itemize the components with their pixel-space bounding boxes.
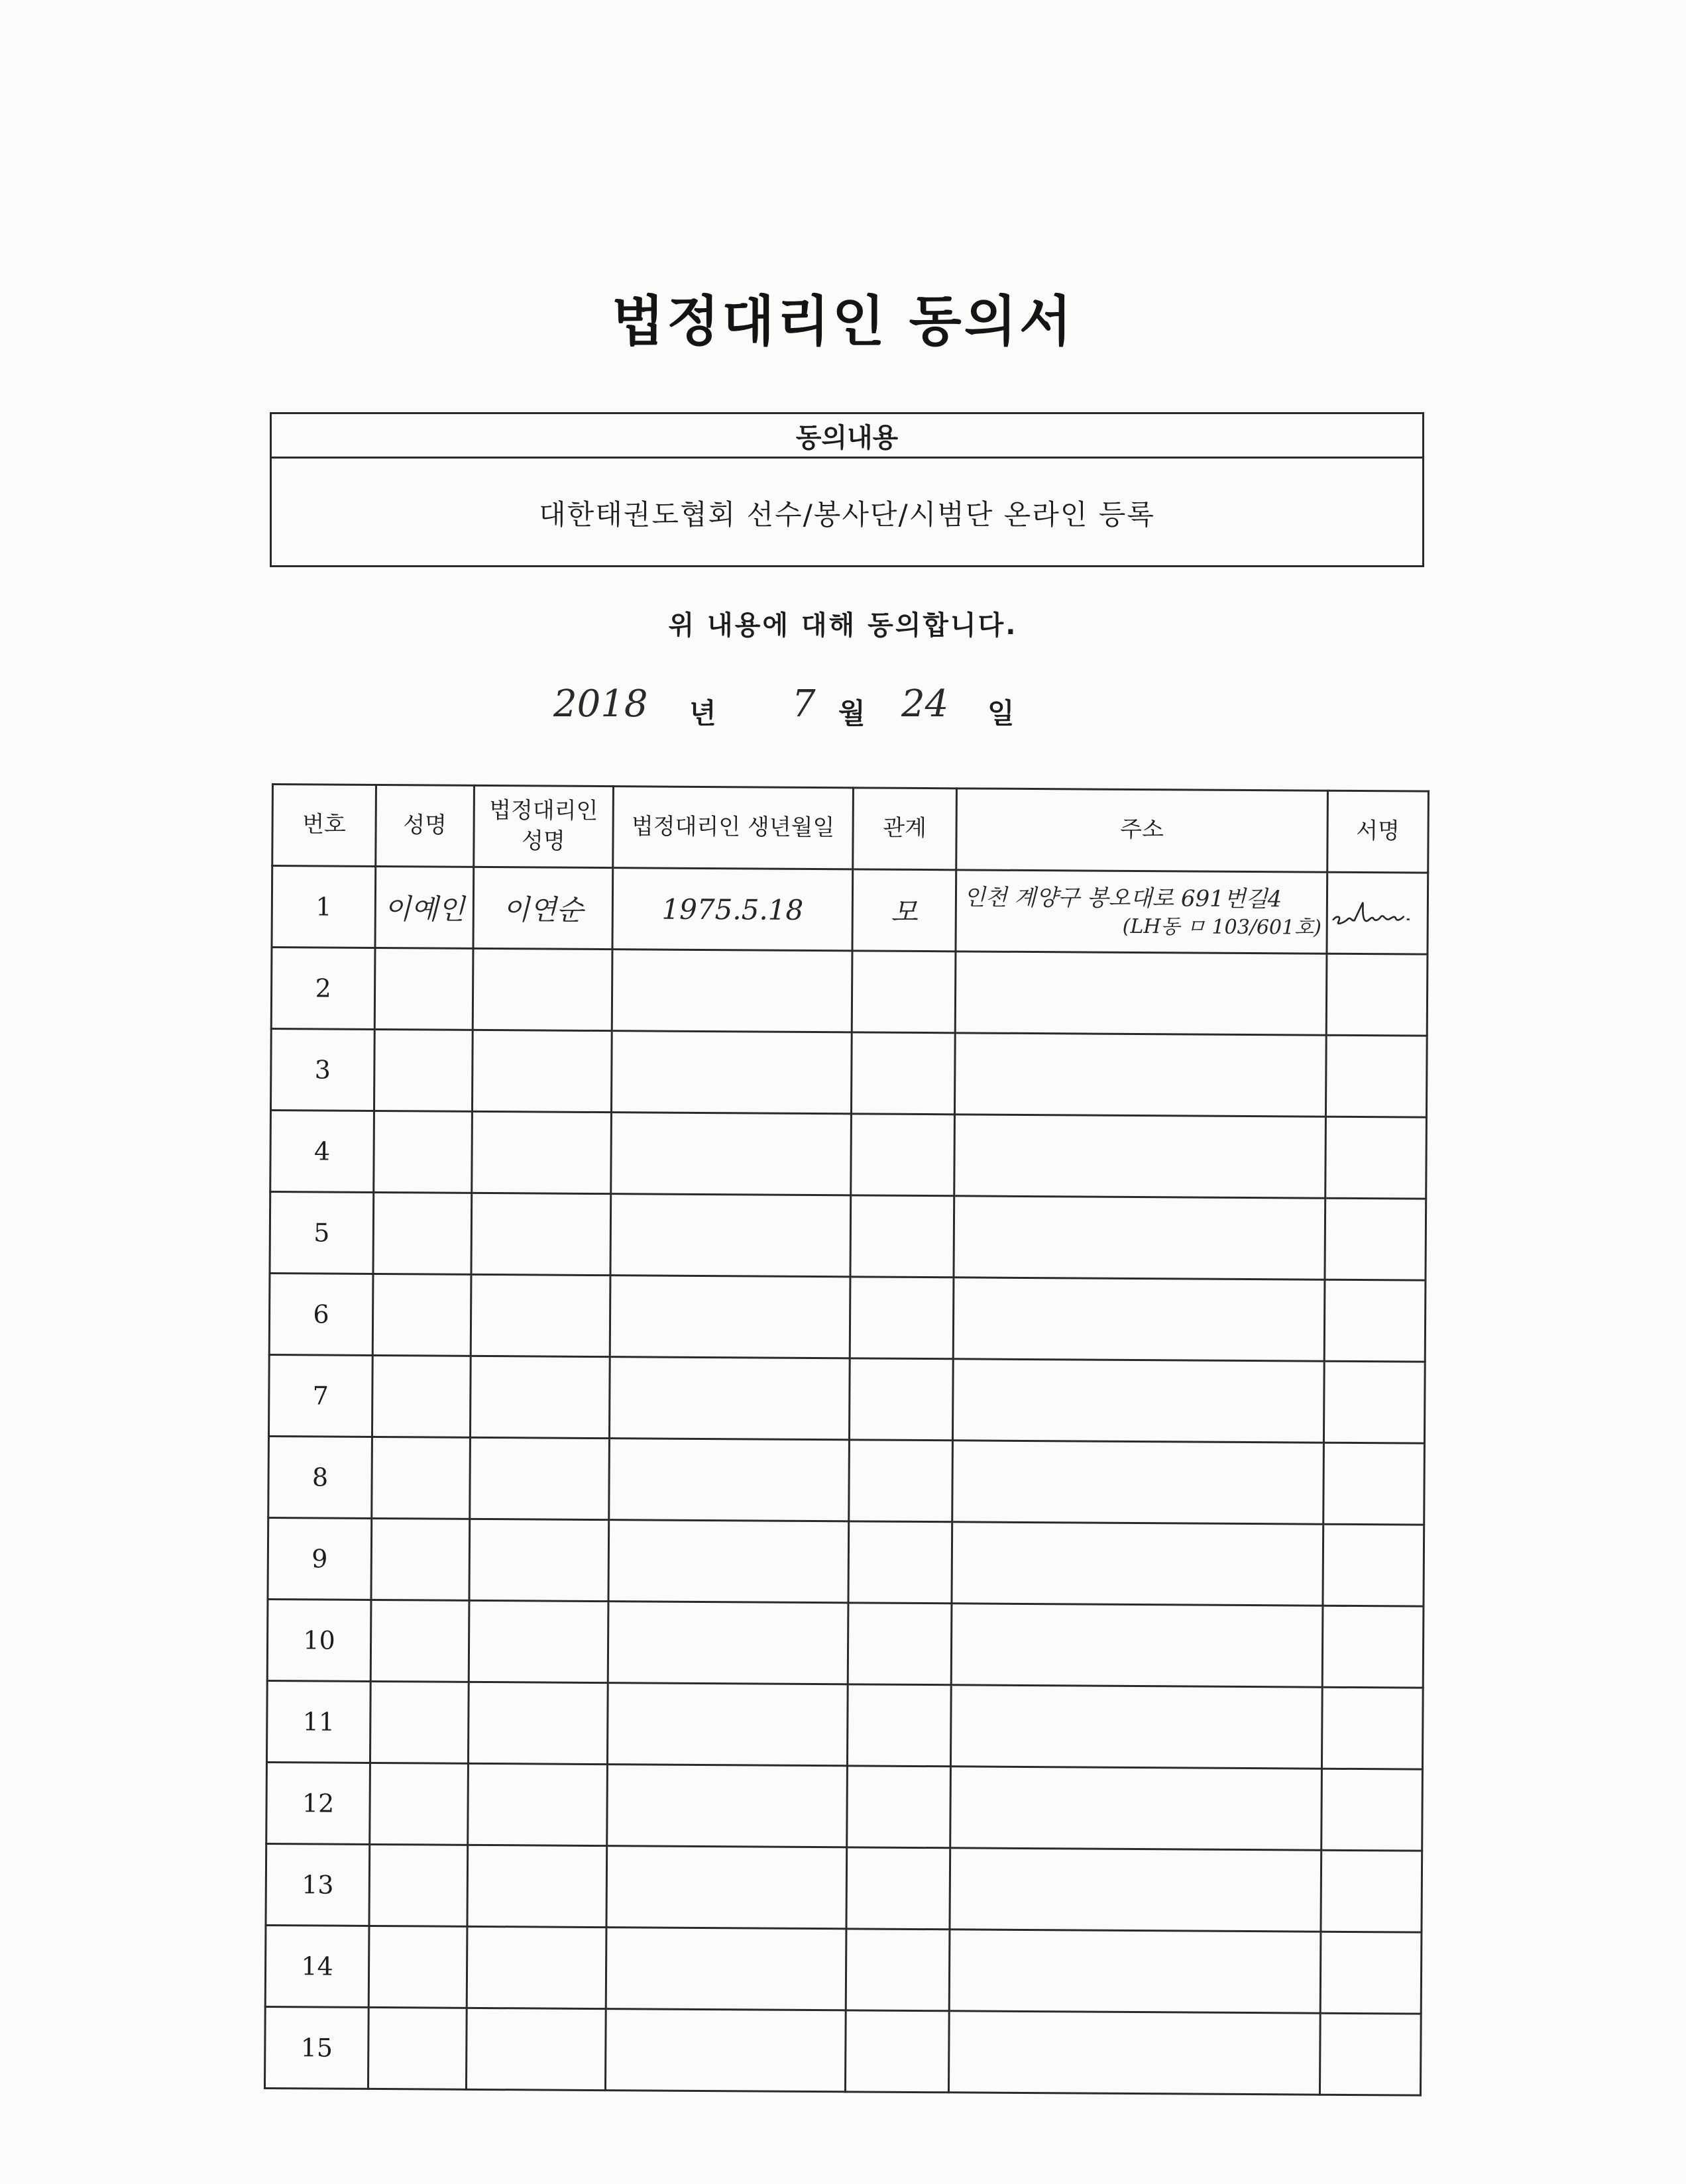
- row-address: [952, 1522, 1323, 1606]
- row-guardian-birth: [611, 1031, 852, 1114]
- row-relation: [851, 1114, 955, 1196]
- row-name: [372, 1274, 471, 1356]
- row-guardian-name: [471, 1193, 611, 1275]
- row-guardian-name: [469, 1519, 609, 1601]
- row-address: [954, 1033, 1326, 1117]
- row-name: [371, 1518, 470, 1600]
- header-guardian-name: 법정대리인 성명: [474, 785, 614, 867]
- date-year: 2018: [553, 682, 648, 726]
- row-guardian-name: [467, 1926, 606, 2008]
- row-address: [950, 1685, 1322, 1769]
- table-row: [270, 1111, 1427, 1199]
- handwritten-signature: [1328, 890, 1428, 937]
- row-address: [954, 1115, 1326, 1198]
- row-guardian-birth: [610, 1276, 850, 1358]
- row-relation: [846, 1847, 950, 1930]
- table-row: [265, 1925, 1422, 2014]
- row-number: 11: [266, 1680, 370, 1763]
- row-address: [952, 1441, 1324, 1524]
- table-row: [268, 1436, 1425, 1525]
- row-name: [368, 2007, 467, 2089]
- header-guardian-birth: 법정대리인 생년월일: [613, 787, 854, 869]
- row-relation: [849, 1440, 953, 1522]
- row-guardian-name: [466, 2008, 606, 2090]
- row-guardian-name: [473, 948, 612, 1030]
- row-number: 15: [264, 2006, 368, 2089]
- row-relation: [847, 1766, 951, 1848]
- consent-header: 동의내용: [272, 414, 1422, 459]
- row-relation: [851, 1032, 955, 1115]
- row-name: [369, 1844, 468, 1926]
- table-row: [268, 1517, 1424, 1606]
- row-signature: [1322, 1606, 1424, 1688]
- row-signature: [1325, 1198, 1426, 1280]
- row-signature: [1321, 1850, 1422, 1932]
- row-signature: [1321, 1687, 1423, 1769]
- row-guardian-birth: [609, 1439, 850, 1521]
- header-no: 번호: [272, 785, 376, 867]
- row-guardian-birth: [611, 1113, 852, 1195]
- row-name: [374, 1029, 473, 1111]
- date-month-unit: 월: [838, 697, 866, 730]
- row-number: 13: [266, 1843, 370, 1926]
- consent-content: 대한태권도협회 선수/봉사단/시범단 온라인 등록: [539, 498, 1155, 531]
- row-relation: 모: [852, 869, 956, 952]
- row-signature: [1325, 1117, 1427, 1199]
- row-relation: [850, 1277, 954, 1359]
- date-month: 7: [792, 682, 816, 726]
- row-name: [373, 1192, 472, 1274]
- row-guardian-birth: [609, 1357, 850, 1440]
- row-relation: [852, 951, 956, 1033]
- consent-content-box: [270, 412, 1424, 567]
- row-guardian-name: [469, 1600, 608, 1682]
- row-signature: [1323, 1524, 1424, 1606]
- row-number: 2: [271, 948, 375, 1030]
- row-guardian-birth: [612, 950, 852, 1032]
- header-relation: 관계: [853, 788, 957, 870]
- table-row: [268, 1354, 1425, 1443]
- row-signature: [1321, 1769, 1423, 1851]
- row-signature: [1325, 1035, 1427, 1117]
- row-address: [948, 2011, 1320, 2095]
- row-address: [956, 870, 1327, 954]
- document-title: 법정대리인 동의서: [611, 290, 1075, 353]
- row-guardian-birth: 1975.5.18: [612, 868, 853, 951]
- table-row: [267, 1599, 1424, 1688]
- table-row: [270, 1029, 1427, 1118]
- row-number: 1: [272, 866, 376, 948]
- row-address: [949, 1930, 1321, 2013]
- row-name: 이예인: [375, 866, 474, 948]
- row-number: 8: [268, 1436, 372, 1518]
- row-number: 7: [268, 1354, 372, 1437]
- row-guardian-name: [472, 1111, 612, 1193]
- date-day-unit: 일: [987, 697, 1015, 730]
- row-guardian-name: [470, 1356, 610, 1438]
- row-relation: [846, 1929, 950, 2011]
- row-guardian-birth: [607, 1683, 848, 1766]
- row-number: 3: [270, 1029, 374, 1111]
- row-address-line1: 인천 계양구 봉오대로 691번길4: [963, 884, 1282, 913]
- row-address: [950, 1767, 1322, 1850]
- row-name: [372, 1355, 471, 1437]
- row-guardian-name: [468, 1763, 608, 1845]
- row-name: [370, 1763, 469, 1845]
- row-guardian-name: [468, 1682, 608, 1764]
- row-number: 12: [266, 1762, 370, 1844]
- row-signature: [1326, 954, 1428, 1036]
- header-signature: 서명: [1327, 791, 1429, 873]
- row-guardian-birth: [607, 1765, 848, 1847]
- row-address: [951, 1604, 1323, 1687]
- row-signature: [1320, 1932, 1422, 2014]
- row-signature: [1320, 2013, 1421, 2095]
- row-address: [955, 952, 1327, 1035]
- row-number: 9: [268, 1517, 372, 1600]
- row-guardian-birth: [606, 1846, 847, 1929]
- row-guardian-name: 이연순: [473, 867, 613, 949]
- row-number: 4: [270, 1111, 374, 1193]
- row-address: [953, 1278, 1325, 1361]
- row-signature: [1324, 1280, 1426, 1362]
- row-relation: [848, 1603, 952, 1685]
- registration-table: [264, 783, 1430, 2097]
- date-year-unit: 년: [689, 697, 716, 730]
- row-address: [952, 1359, 1324, 1443]
- table-row: [266, 1680, 1423, 1769]
- row-number: 5: [270, 1191, 374, 1274]
- row-name: [372, 1437, 471, 1519]
- row-signature: [1323, 1443, 1425, 1525]
- table-row: [269, 1273, 1426, 1362]
- table-row: [271, 948, 1428, 1036]
- row-guardian-birth: [606, 1928, 846, 2010]
- header-address: 주소: [956, 789, 1328, 872]
- table-row: [266, 1762, 1423, 1851]
- row-guardian-birth: [605, 2009, 846, 2092]
- row-number: 14: [265, 1925, 369, 2007]
- row-relation: [848, 1521, 952, 1604]
- agreement-text: 위 내용에 대해 동의합니다.: [668, 610, 1018, 641]
- row-guardian-birth: [608, 1520, 849, 1603]
- row-signature: [1327, 872, 1428, 954]
- row-relation: [845, 2010, 949, 2093]
- row-name: [370, 1681, 469, 1763]
- header-name: 성명: [376, 785, 475, 867]
- row-name: [368, 1926, 467, 2008]
- row-name: [374, 948, 473, 1030]
- row-address-line2: (LH동 ㅁ 103/601호): [1122, 914, 1321, 940]
- row-guardian-name: [467, 1845, 607, 1927]
- row-guardian-name: [472, 1030, 612, 1112]
- row-relation: [850, 1195, 954, 1278]
- row-name: [370, 1600, 469, 1682]
- table-row: [272, 866, 1428, 955]
- row-address: [954, 1196, 1325, 1280]
- date-row: [0, 682, 1686, 736]
- row-relation: [849, 1358, 953, 1441]
- row-guardian-name: [471, 1274, 610, 1356]
- row-number: 10: [267, 1599, 371, 1681]
- table-header-row: [272, 785, 1429, 873]
- row-name: [374, 1111, 473, 1193]
- row-address: [950, 1848, 1321, 1932]
- row-guardian-birth: [608, 1602, 848, 1684]
- row-signature: [1323, 1361, 1425, 1443]
- row-guardian-name: [470, 1437, 610, 1519]
- row-relation: [847, 1684, 951, 1767]
- table-row: [270, 1191, 1426, 1280]
- row-guardian-birth: [610, 1194, 851, 1277]
- date-day: 24: [901, 682, 949, 726]
- row-number: 6: [269, 1273, 373, 1355]
- table-row: [266, 1843, 1422, 1932]
- table-row: [264, 2006, 1421, 2095]
